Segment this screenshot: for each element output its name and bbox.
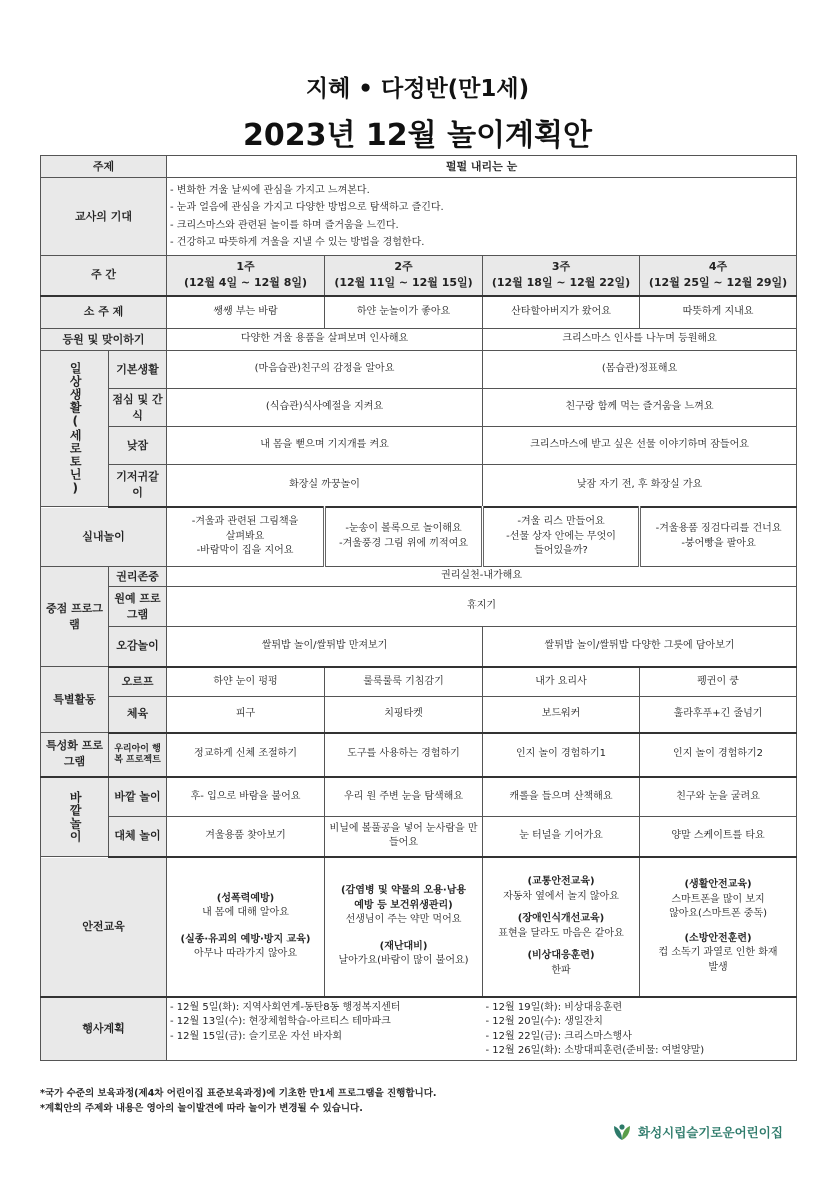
outdoor-cell: 캐롤을 들으며 산책해요 bbox=[483, 777, 640, 817]
alternative-cell: 눈 터널을 기어가요 bbox=[483, 817, 640, 857]
row-teacher-expectation bbox=[41, 178, 797, 256]
daily-row-label: 기저귀갈이 bbox=[109, 465, 167, 507]
expectation-item: - 크리스마스와 관련된 놀이를 하며 즐거움을 느낀다. bbox=[170, 219, 399, 231]
indoor-line: -겨울용품 징검다리를 건너요 bbox=[655, 523, 782, 535]
week-header-2 bbox=[325, 256, 483, 296]
safety-head: (성폭력예방) bbox=[216, 892, 275, 904]
theme-value: 펄펄 내리는 눈 bbox=[167, 156, 797, 178]
daily-cell: (식습관)식사예절을 지켜요 bbox=[167, 389, 483, 427]
expectation-item: - 건강하고 따뜻하게 겨울을 지낼 수 있는 방법을 경험한다. bbox=[170, 237, 425, 248]
row-daily-basic bbox=[41, 351, 797, 389]
row-specialized bbox=[41, 733, 797, 777]
daily-life-group-label bbox=[41, 351, 109, 507]
daycare-name: 화성시립슬기로운어린이집 bbox=[638, 1125, 783, 1140]
senses-cell: 쌀튀밥 놀이/쌀튀밥 다양한 그릇에 담아보기 bbox=[483, 627, 797, 667]
row-indoor-play bbox=[41, 507, 797, 567]
daily-cell: (마음습관)친구의 감정을 알아요 bbox=[167, 351, 483, 389]
event-item: - 12월 22일(금): 크리스마스행사 bbox=[485, 1030, 632, 1042]
week-range: (12월 11일 ~ 12월 15일) bbox=[334, 276, 473, 290]
safety-line: 스마트폰을 많이 보지 bbox=[671, 893, 765, 905]
safety-head: (비상대응훈련) bbox=[527, 950, 595, 961]
week-range: (12월 4일 ~ 12월 8일) bbox=[184, 276, 308, 290]
row-subtopic bbox=[41, 296, 797, 329]
teacher-expectation-label: 교사의 기대 bbox=[41, 178, 167, 256]
subtopic-label: 소 주 제 bbox=[41, 296, 167, 329]
safety-head: (소방안전훈련) bbox=[684, 932, 752, 944]
daily-life-vertical-text: 일상생활(세로토닌) bbox=[68, 361, 83, 496]
daily-cell: 친구랑 함께 먹는 즐거움을 느껴요 bbox=[483, 389, 797, 427]
arrival-label: 등원 및 맞이하기 bbox=[41, 329, 167, 351]
safety-line: 표현을 달라도 마음은 같아요 bbox=[498, 927, 624, 939]
row-focus-garden bbox=[41, 587, 797, 627]
orff-cell: 하얀 눈이 펑펑 bbox=[167, 667, 325, 697]
daily-cell: 화장실 까꿍놀이 bbox=[167, 465, 483, 507]
event-item: - 12월 19일(화): 비상대응훈련 bbox=[485, 1001, 623, 1013]
row-outdoor-alternative bbox=[41, 817, 797, 857]
arrival-cell: 크리스마스 인사를 나누며 등원해요 bbox=[483, 329, 797, 351]
focus-program-group-label: 중점 프로그램 bbox=[41, 567, 109, 667]
week-number: 3주 bbox=[551, 260, 571, 274]
orff-cell: 내가 요리사 bbox=[483, 667, 640, 697]
row-theme bbox=[41, 156, 797, 178]
event-item: - 12월 13일(수): 현장체험학습-아르티스 테마파크 bbox=[170, 1016, 391, 1027]
row-events bbox=[41, 997, 797, 1061]
senses-cell: 쌀튀밥 놀이/쌀튀밥 만져보기 bbox=[167, 627, 483, 667]
events-label: 행사계획 bbox=[41, 997, 167, 1061]
daily-cell: 내 몸을 뻗으며 기지개를 켜요 bbox=[167, 427, 483, 465]
row-weeks bbox=[41, 256, 797, 296]
event-item: - 12월 5일(화): 지역사회연계-동탄8동 행정복지센터 bbox=[170, 1001, 401, 1013]
daily-row-label: 점심 및 간식 bbox=[109, 389, 167, 427]
plan-title: 2023년 12월 놀이계획안 bbox=[243, 118, 592, 153]
indoor-play-cell bbox=[167, 507, 325, 567]
pe-cell: 피구 bbox=[167, 697, 325, 733]
row-safety bbox=[41, 857, 797, 997]
week-number: 2주 bbox=[394, 260, 413, 274]
indoor-play-cell bbox=[483, 507, 640, 567]
daily-row-label: 기본생활 bbox=[109, 351, 167, 389]
row-daily-nap bbox=[41, 427, 797, 465]
row-special-pe bbox=[41, 697, 797, 733]
indoor-line: -붕어빵을 팔아요 bbox=[681, 537, 756, 549]
specialized-group-label: 특성화 프로그램 bbox=[41, 733, 109, 777]
row-daily-diaper bbox=[41, 465, 797, 507]
safety-head: (재난대비) bbox=[379, 940, 428, 952]
indoor-play-label: 실내놀이 bbox=[41, 507, 167, 567]
outdoor-cell: 친구와 눈을 굴려요 bbox=[640, 777, 797, 817]
focus-senses-label: 오감놀이 bbox=[109, 627, 167, 667]
indoor-line: 살펴봐요 bbox=[225, 530, 265, 542]
theme-label: 주제 bbox=[41, 156, 167, 178]
safety-cell bbox=[483, 857, 640, 997]
daycare-logo-icon bbox=[612, 1122, 632, 1142]
row-daily-meal bbox=[41, 389, 797, 427]
safety-head: (감염병 및 약물의 오용·남용 bbox=[340, 885, 467, 897]
subtopic-cell: 따뜻하게 지내요 bbox=[640, 296, 797, 329]
focus-rights-label: 권리존중 bbox=[109, 567, 167, 587]
week-header-1 bbox=[167, 256, 325, 296]
indoor-play-cell bbox=[325, 507, 483, 567]
week-header-3 bbox=[483, 256, 640, 296]
row-focus-rights bbox=[41, 567, 797, 587]
indoor-play-cell bbox=[640, 507, 797, 567]
safety-line: 선생님이 주는 약만 먹어요 bbox=[345, 914, 462, 926]
events-right bbox=[483, 997, 797, 1061]
orff-label: 오르프 bbox=[109, 667, 167, 697]
indoor-line: 들어있을까? bbox=[534, 545, 588, 556]
orff-cell: 펭귄이 쿵 bbox=[640, 667, 797, 697]
row-special-orff bbox=[41, 667, 797, 697]
orff-cell: 룰룩룰룩 기침감기 bbox=[325, 667, 483, 697]
safety-head: (장애인식개선교육) bbox=[517, 913, 605, 924]
class-name: 지혜 • 다정반(만1세) bbox=[305, 76, 530, 102]
subtopic-cell: 쌩쌩 부는 바람 bbox=[167, 296, 325, 329]
special-group-label: 특별활동 bbox=[41, 667, 109, 733]
indoor-line: -눈송이 볼록으로 놀이해요 bbox=[345, 523, 462, 535]
focus-rights-cell: 권리실천-내가해요 bbox=[167, 567, 797, 587]
safety-line: 내 몸에 대해 알아요 bbox=[202, 907, 289, 918]
subtopic-cell: 하얀 눈놀이가 좋아요 bbox=[325, 296, 483, 329]
row-outdoor-outside bbox=[41, 777, 797, 817]
specialized-cell: 도구를 사용하는 경험하기 bbox=[325, 733, 483, 777]
safety-line: 아무나 따라가지 않아요 bbox=[194, 948, 297, 959]
play-plan-table bbox=[40, 155, 797, 1061]
footnote: *계획안의 주제와 내용은 영아의 놀이발견에 따라 놀이가 변경될 수 있습니다. bbox=[40, 1103, 363, 1115]
pe-label: 체육 bbox=[109, 697, 167, 733]
outdoor-alternative-label: 대체 놀이 bbox=[109, 817, 167, 857]
safety-label: 안전교육 bbox=[41, 857, 167, 997]
safety-head: (생활안전교육) bbox=[684, 879, 752, 890]
events-left bbox=[167, 997, 483, 1061]
alternative-cell: 겨울용품 찾아보기 bbox=[167, 817, 325, 857]
footnote: *국가 수준의 보육과정(제4차 어린이집 표준보육과정)에 기초한 만1세 프로그램을 진행합니다. bbox=[40, 1088, 437, 1099]
week-number: 4주 bbox=[708, 260, 728, 274]
daily-cell: 크리스마스에 받고 싶은 선물 이야기하며 잠들어요 bbox=[483, 427, 797, 465]
specialized-cell: 인지 놀이 경험하기2 bbox=[640, 733, 797, 777]
expectation-item: - 변화한 겨울 날씨에 관심을 가지고 느껴본다. bbox=[170, 184, 370, 196]
specialized-cell: 정교하게 신체 조절하기 bbox=[167, 733, 325, 777]
safety-line: 자동차 옆에서 놀지 않아요 bbox=[503, 890, 619, 902]
week-range: (12월 25일 ~ 12월 29일) bbox=[648, 276, 788, 290]
daily-cell: (몸습관)정표해요 bbox=[483, 351, 797, 389]
row-focus-senses bbox=[41, 627, 797, 667]
weeks-label: 주 간 bbox=[41, 256, 167, 296]
safety-line: 발생 bbox=[708, 961, 728, 973]
alternative-cell: 양말 스케이트를 타요 bbox=[640, 817, 797, 857]
subtopic-cell: 산타할아버지가 왔어요 bbox=[483, 296, 640, 329]
outdoor-cell: 후- 입으로 바람을 불어요 bbox=[167, 777, 325, 817]
outdoor-outside-label: 바깥 놀이 bbox=[109, 777, 167, 817]
safety-head: (실종·유괴의 예방·방지 교육) bbox=[180, 933, 311, 945]
pe-cell: 보드워커 bbox=[483, 697, 640, 733]
alternative-cell: 비닐에 볼풀공을 넣어 눈사람을 만들어요 bbox=[325, 817, 483, 857]
safety-line: 않아요(스마트폰 중독) bbox=[669, 908, 767, 919]
daycare-logo bbox=[612, 1122, 783, 1142]
safety-line: 컵 소독기 과열로 인한 화재 bbox=[658, 947, 778, 958]
week-number: 1주 bbox=[236, 260, 255, 274]
footnotes bbox=[40, 1086, 800, 1116]
focus-garden-label: 원예 프로그램 bbox=[109, 587, 167, 627]
indoor-line: -겨울풍경 그림 위에 끼적여요 bbox=[338, 537, 469, 549]
teacher-expectation-list bbox=[167, 178, 797, 256]
event-item: - 12월 20일(수): 생일잔치 bbox=[485, 1016, 603, 1027]
specialized-row-label: 우리아이 행복 프로젝트 bbox=[109, 733, 167, 777]
expectation-item: - 눈과 얼음에 관심을 가지고 다양한 방법으로 탐색하고 즐긴다. bbox=[170, 202, 444, 213]
daily-row-label: 낮잠 bbox=[109, 427, 167, 465]
outdoor-cell: 우리 원 주변 눈을 탐색해요 bbox=[325, 777, 483, 817]
arrival-cell: 다양한 겨울 용품을 살펴보며 인사해요 bbox=[167, 329, 483, 351]
pe-cell: 치핑타켓 bbox=[325, 697, 483, 733]
pe-cell: 훌라후푸+긴 줄넘기 bbox=[640, 697, 797, 733]
week-header-4 bbox=[640, 256, 797, 296]
safety-line: 한파 bbox=[551, 964, 571, 976]
safety-cell bbox=[167, 857, 325, 997]
indoor-line: -선물 상자 안에는 무엇이 bbox=[506, 530, 616, 542]
safety-cell bbox=[640, 857, 797, 997]
event-item: - 12월 26일(화): 소방대피훈련(준비물: 여벌양말) bbox=[485, 1045, 705, 1056]
safety-head: (교통안전교육) bbox=[527, 876, 595, 887]
daily-cell: 낮잠 자기 전, 후 화장실 가요 bbox=[483, 465, 797, 507]
week-range: (12월 18일 ~ 12월 22일) bbox=[491, 276, 631, 290]
safety-head: 예방 등 보건위생관리) bbox=[354, 899, 453, 911]
focus-garden-cell: 휴지기 bbox=[167, 587, 797, 627]
safety-cell bbox=[325, 857, 483, 997]
indoor-line: -겨울 리스 만들어요 bbox=[517, 516, 605, 527]
row-arrival bbox=[41, 329, 797, 351]
indoor-line: -바람막이 집을 지어요 bbox=[196, 545, 294, 556]
safety-line: 날아가요(바람이 많이 불어요) bbox=[338, 955, 469, 967]
outdoor-vertical-text: 바깥놀이 bbox=[68, 790, 83, 843]
event-item: - 12월 15일(금): 슬기로운 자선 바자회 bbox=[170, 1030, 343, 1042]
outdoor-group-label bbox=[41, 777, 109, 857]
specialized-cell: 인지 놀이 경험하기1 bbox=[483, 733, 640, 777]
indoor-line: -겨울과 관련된 그림책을 bbox=[191, 516, 299, 527]
